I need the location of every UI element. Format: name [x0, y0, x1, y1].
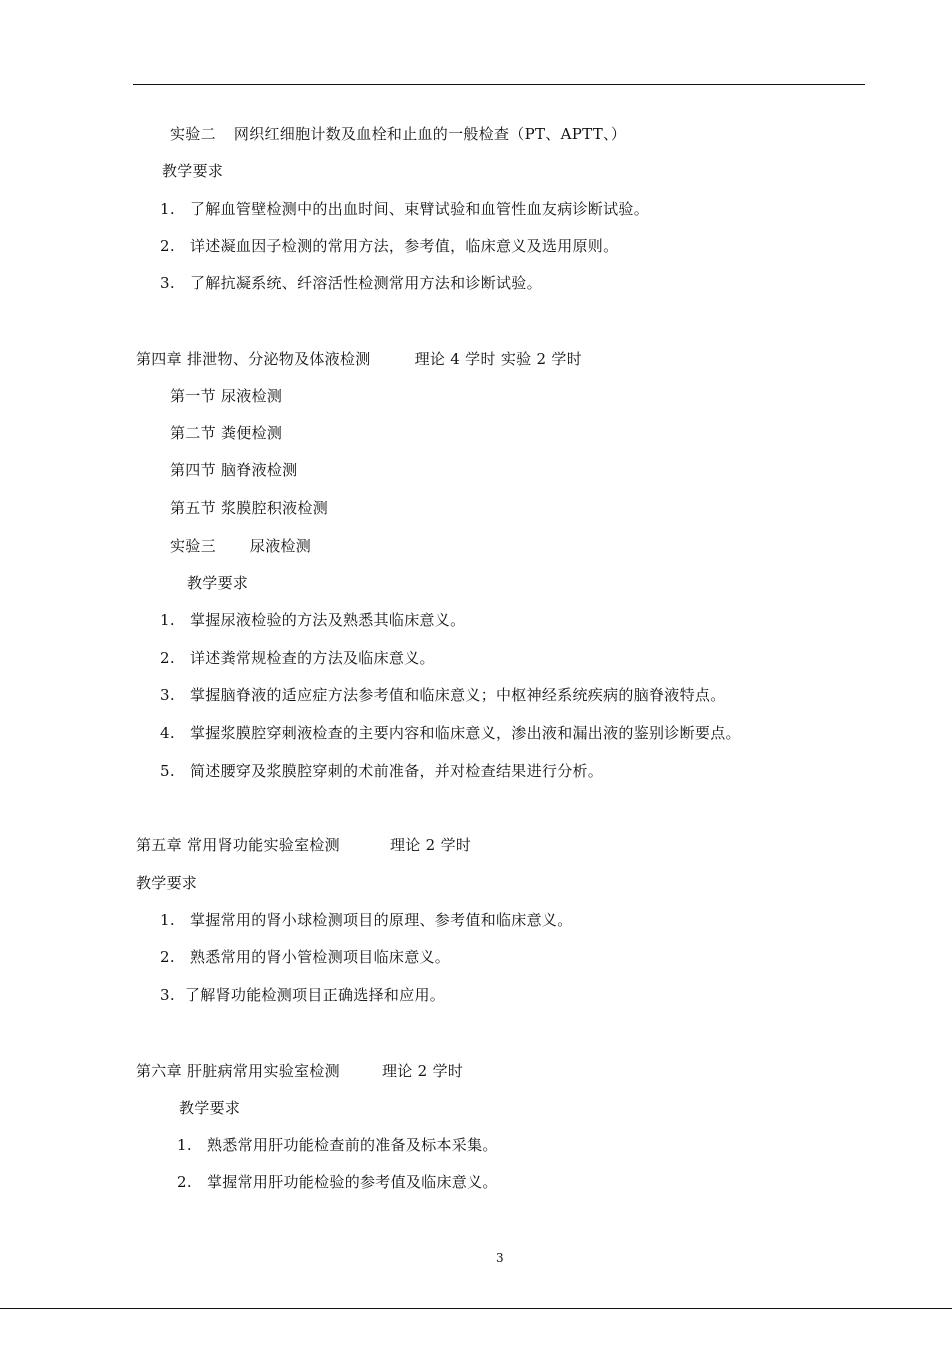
item-number: 2.	[160, 649, 175, 667]
exp2-content: 网织红细胞计数及血栓和止血的一般检查（PT、APTT、）	[233, 125, 627, 143]
item-number: 3.	[160, 274, 175, 292]
item-text: 熟悉常用的肾小管检测项目临床意义。	[190, 948, 451, 966]
chapter-5-requirements-heading: 教学要求	[136, 874, 198, 892]
chapter-4-requirements-heading: 教学要求	[187, 574, 249, 592]
item-text: 简述腰穿及浆膜腔穿刺的术前准备，并对检查结果进行分析。	[190, 762, 604, 780]
list-item	[160, 685, 726, 705]
item-text: 掌握浆膜腔穿刺液检查的主要内容和临床意义，渗出液和漏出液的鉴别诊断要点。	[190, 724, 741, 742]
chapter-4-title: 第四章 排泄物、分泌物及体液检测	[136, 350, 371, 368]
exp2-heading	[170, 124, 626, 144]
section-item: 第二节 粪便检测	[170, 424, 283, 442]
chapter-6-hours: 理论 2 学时	[381, 1062, 464, 1080]
item-number: 3.	[160, 986, 175, 1004]
list-item	[177, 1135, 498, 1155]
exp2-requirements-heading: 教学要求	[162, 162, 224, 180]
chapter-5-heading	[136, 835, 471, 855]
item-number: 5.	[160, 762, 175, 780]
exp2-title: 实验二	[170, 125, 216, 143]
item-number: 1.	[177, 1136, 192, 1154]
list-item	[160, 648, 435, 668]
chapter-5-hours: 理论 2 学时	[389, 836, 472, 854]
header-rule	[133, 84, 865, 85]
item-number: 1.	[160, 611, 175, 629]
exp3-title: 实验三	[170, 537, 216, 555]
exp3-content: 尿液检测	[249, 537, 312, 555]
item-number: 3.	[160, 686, 175, 704]
item-number: 1.	[160, 911, 175, 929]
list-item	[160, 761, 603, 781]
item-number: 4.	[160, 724, 175, 742]
item-text: 掌握常用肝功能检验的参考值及临床意义。	[207, 1173, 498, 1191]
item-number: 1.	[160, 200, 175, 218]
chapter-6-requirements-heading: 教学要求	[179, 1099, 241, 1117]
section-item: 第四节 脑脊液检测	[170, 461, 298, 479]
list-item	[160, 985, 445, 1005]
item-text: 详述凝血因子检测的常用方法，参考值，临床意义及选用原则。	[190, 237, 619, 255]
page-number: 3	[496, 1251, 504, 1265]
list-item	[177, 1172, 498, 1192]
chapter-6-heading	[136, 1061, 463, 1081]
section-item: 第五节 浆膜腔积液检测	[170, 499, 329, 517]
item-number: 2.	[160, 237, 175, 255]
item-text: 掌握常用的肾小球检测项目的原理、参考值和临床意义。	[190, 911, 573, 929]
item-text: 了解血管壁检测中的出血时间、束臂试验和血管性血友病诊断试验。	[190, 200, 650, 218]
list-item	[160, 723, 741, 743]
section-item: 第一节 尿液检测	[170, 387, 283, 405]
item-text: 掌握脑脊液的适应症方法参考值和临床意义；中枢神经系统疾病的脑脊液特点。	[190, 686, 726, 704]
chapter-5-title: 第五章 常用肾功能实验室检测	[136, 836, 340, 854]
item-number: 2.	[160, 948, 175, 966]
list-item	[160, 910, 573, 930]
item-text: 了解抗凝系统、纤溶活性检测常用方法和诊断试验。	[190, 274, 542, 292]
item-text: 了解肾功能检测项目正确选择和应用。	[185, 986, 446, 1004]
list-item	[160, 236, 618, 256]
chapter-4-hours: 理论 4 学时 实验 2 学时	[414, 350, 583, 368]
chapter-4-heading	[136, 349, 582, 369]
item-text: 熟悉常用肝功能检查前的准备及标本采集。	[207, 1136, 498, 1154]
footer-rule	[0, 1308, 952, 1309]
exp3-heading	[170, 536, 311, 556]
chapter-6-title: 第六章 肝脏病常用实验室检测	[136, 1062, 340, 1080]
item-number: 2.	[177, 1173, 192, 1191]
item-text: 掌握尿液检验的方法及熟悉其临床意义。	[190, 611, 466, 629]
list-item	[160, 610, 465, 630]
list-item	[160, 199, 649, 219]
list-item	[160, 947, 450, 967]
item-text: 详述粪常规检查的方法及临床意义。	[190, 649, 435, 667]
list-item	[160, 273, 542, 293]
